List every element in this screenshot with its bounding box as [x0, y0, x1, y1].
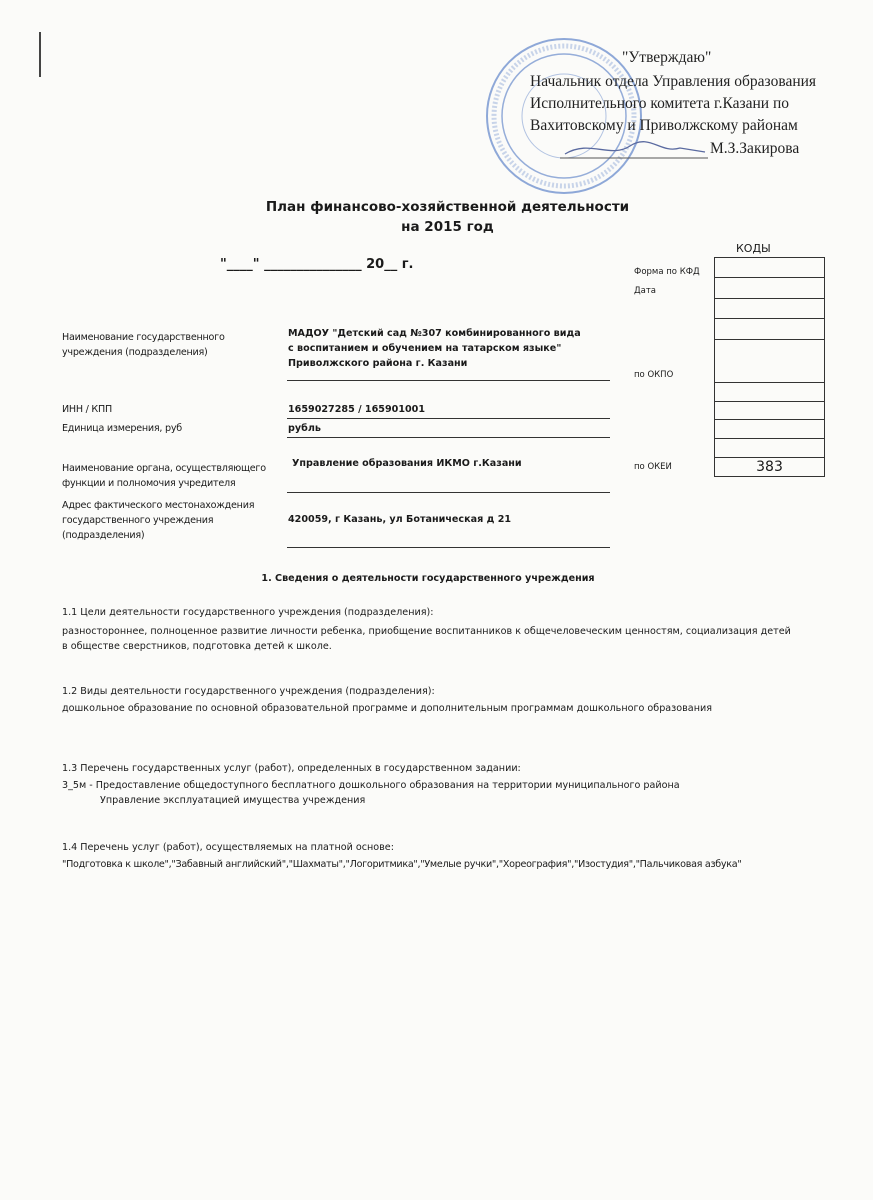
label-line: Наименование органа, осуществляющего: [62, 463, 266, 474]
field-value-unit: рубль: [288, 423, 321, 434]
margin-mark: [39, 32, 41, 77]
label-line: Адрес фактического местонахождения: [62, 500, 255, 511]
goals-heading: 1.1 Цели деятельности государственного учреждения (подразделения):: [62, 607, 434, 618]
page-title: План финансово-хозяйственной деятельности: [265, 199, 630, 215]
underline: [287, 418, 610, 419]
code-label-okei: по ОКЕИ: [634, 462, 672, 472]
activities-heading: 1.2 Виды деятельности государственного учреждения (подразделения):: [62, 686, 435, 697]
field-label-founder: [62, 461, 266, 491]
code-label-form: Форма по КФД: [634, 267, 700, 277]
label-line: Наименование государственного: [62, 332, 225, 343]
date-line: "____" _______________ 20__ г.: [220, 257, 414, 272]
section-heading: 1. Сведения о деятельности государственного учреждения: [261, 573, 595, 584]
underline: [287, 492, 610, 493]
paid-services-text: "Подготовка к школе","Забавный английский","Шахматы","Логоритмика","Умелые ручки","Хореография","Изостудия","Пальчиковая азбука": [62, 859, 742, 870]
paid-heading: 1.4 Перечень услуг (работ), осуществляемых на платной основе:: [62, 842, 394, 853]
code-cell: [715, 402, 824, 420]
code-cell: [715, 319, 824, 340]
code-cell: [715, 383, 824, 402]
code-cell-form: [715, 258, 824, 278]
goals-text: в обществе сверстников, подготовка детей к школе.: [62, 641, 332, 652]
value-line: с воспитанием и обучением на татарском языке": [288, 343, 562, 354]
goals-text: разностороннее, полноценное развитие личности ребенка, приобщение воспитанников к общечеловеческим ценностям, социализация детей: [62, 626, 791, 637]
label-line: (подразделения): [62, 530, 145, 541]
codes-table: [714, 257, 825, 477]
approval-line: Исполнительного комитета г.Казани по: [530, 95, 790, 112]
services-heading: 1.3 Перечень государственных услуг (работ), определенных в государственном задании:: [62, 763, 521, 774]
code-cell-okei: 383: [756, 459, 783, 475]
services-item: 3_5м - Предоставление общедоступного бесплатного дошкольного образования на территории муниципального района: [62, 780, 680, 791]
underline: [287, 547, 610, 548]
field-label-inn: ИНН / КПП: [62, 404, 112, 415]
code-cell: [715, 420, 824, 439]
code-cell-okpo: [715, 340, 824, 383]
underline: [287, 437, 610, 438]
value-line: МАДОУ "Детский сад №307 комбинированного вида: [288, 328, 581, 339]
field-label-unit: Единица измерения, руб: [62, 423, 182, 434]
signatory-name: М.З.Закирова: [710, 140, 800, 157]
services-item: Управление эксплуатацией имущества учреждения: [100, 795, 366, 806]
approval-line: Начальник отдела Управления образования: [530, 73, 817, 90]
page-subtitle: на 2015 год: [401, 219, 494, 235]
approval-heading: "Утверждаю": [622, 49, 712, 66]
field-value-founder: Управление образования ИКМО г.Казани: [292, 458, 522, 469]
label-line: учреждения (подразделения): [62, 347, 208, 358]
field-label-address: [62, 498, 254, 543]
code-cell: [715, 299, 824, 319]
code-label-okpo: по ОКПО: [634, 370, 674, 380]
field-value-inn: 1659027285 / 165901001: [288, 404, 426, 415]
code-cell-date: [715, 278, 824, 299]
approval-line: Вахитовскому и Приволжскому районам: [530, 117, 798, 134]
label-line: функции и полномочия учредителя: [62, 478, 236, 489]
activities-text: дошкольное образование по основной образовательной программе и дополнительным программам дошкольного образования: [62, 703, 712, 714]
value-line: Приволжского района г. Казани: [288, 358, 468, 369]
label-line: государственного учреждения: [62, 515, 214, 526]
codes-header: КОДЫ: [736, 242, 771, 255]
field-value-address: 420059, г Казань, ул Ботаническая д 21: [288, 514, 512, 525]
code-cell: [715, 439, 824, 458]
underline: [287, 380, 610, 381]
field-label-institution: [62, 330, 225, 360]
field-value-institution: [288, 326, 581, 371]
signature: [560, 134, 710, 164]
code-label-date: Дата: [634, 286, 657, 296]
